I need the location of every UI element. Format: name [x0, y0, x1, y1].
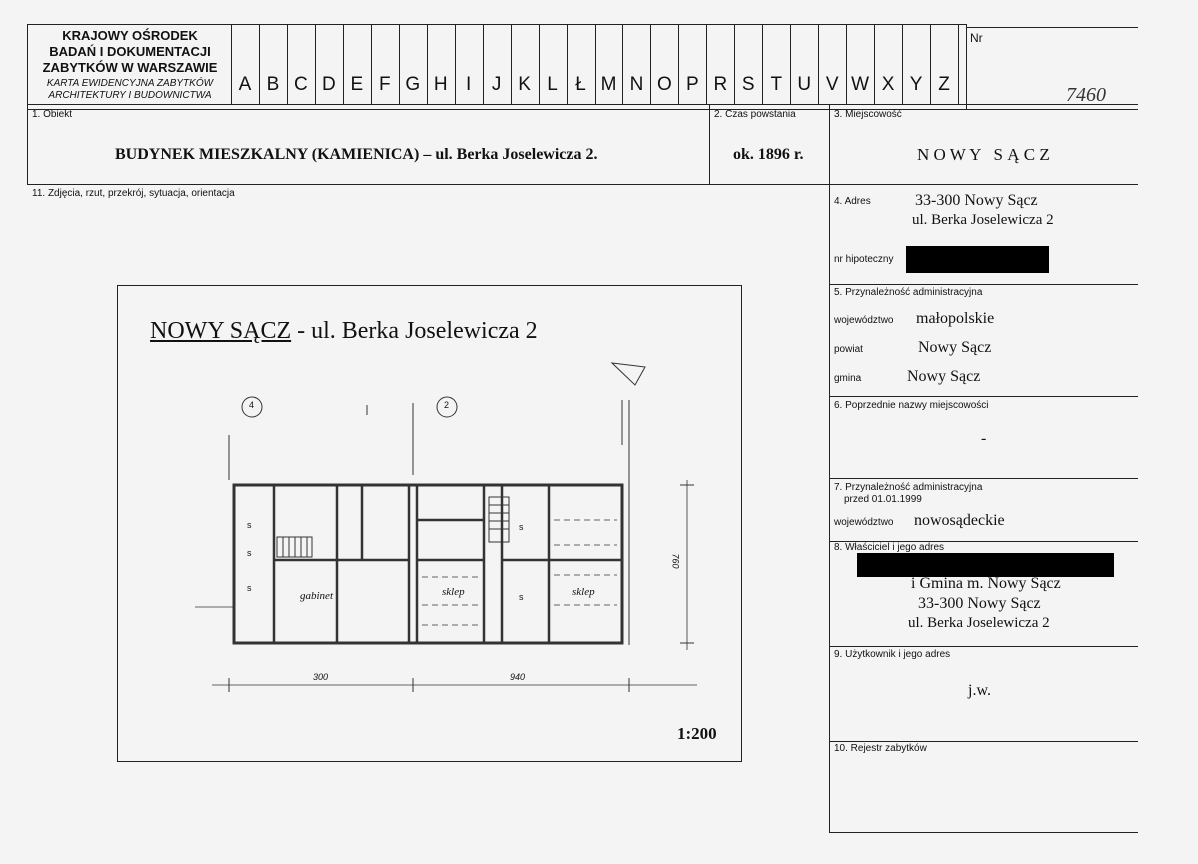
- date-value: ok. 1896 r.: [733, 146, 804, 163]
- letter-cell: L: [547, 74, 558, 95]
- admin-label: 5. Przynależność administracyjna: [834, 287, 983, 298]
- room-shop-2: sklep: [572, 586, 595, 598]
- letter-cell: I: [466, 74, 472, 95]
- letter-cell: W: [851, 74, 870, 95]
- place-value: N O W Y S Ą C Z: [917, 145, 1050, 164]
- voivodeship-old-label: województwo: [834, 517, 894, 528]
- object-value: BUDYNEK MIESZKALNY (KAMIENICA) – ul. Berka Joselewicza 2.: [115, 146, 598, 163]
- letter-cell: J: [491, 74, 502, 95]
- commune-label: gmina: [834, 373, 862, 384]
- photos-label: 11. Zdjęcia, rzut, przekrój, sytuacja, orientacja: [32, 188, 235, 199]
- owner-line-3: ul. Berka Joselewicza 2: [908, 615, 1050, 631]
- user-value: j.w.: [968, 682, 991, 699]
- letter-cell: O: [657, 74, 672, 95]
- former-names-value: -: [981, 430, 987, 447]
- date-label: 2. Czas powstania: [714, 109, 796, 120]
- letter-cell: Z: [938, 74, 950, 95]
- letter-cell: H: [433, 74, 448, 95]
- commune-value: Nowy Sącz: [907, 368, 981, 385]
- owner-line-2: 33-300 Nowy Sącz: [918, 595, 1041, 612]
- card-type-line-1: KARTA EWIDENCYJNA ZABYTKÓW: [46, 78, 214, 89]
- user-label: 9. Użytkownik i jego adres: [834, 649, 951, 660]
- letter-cell: S: [741, 74, 755, 95]
- card-type-line-2: ARCHITEKTURY I BUDOWNICTWA: [48, 90, 212, 101]
- stair-mark-4: s: [519, 522, 524, 532]
- stair-mark-5: s: [519, 592, 524, 602]
- letter-cell: X: [881, 74, 895, 95]
- stair-mark-1: s: [247, 520, 252, 530]
- letter-cell: C: [294, 74, 308, 95]
- dimension-width-2: 940: [510, 672, 526, 682]
- letter-cell: K: [518, 74, 531, 95]
- voivodeship-value: małopolskie: [916, 310, 995, 327]
- letter-cell: G: [405, 74, 421, 95]
- stair-mark-3: s: [247, 583, 252, 593]
- admin-old-label-1: 7. Przynależność administracyjna: [834, 482, 983, 493]
- letter-cell: A: [238, 74, 252, 95]
- letter-cell: V: [825, 74, 839, 95]
- institution-line-2: BADAŃ I DOKUMENTACJI: [49, 44, 211, 59]
- dimension-height: 760: [670, 553, 681, 569]
- letter-cell: N: [629, 74, 644, 95]
- redaction-mortgage: [906, 246, 1049, 273]
- place-label: 3. Miejscowość: [834, 109, 902, 120]
- letter-cell: D: [321, 74, 336, 95]
- nr-value: 7460: [1066, 84, 1106, 106]
- letter-cell: Ł: [575, 74, 586, 95]
- letter-cell: U: [797, 74, 812, 95]
- letter-cell: Y: [909, 74, 923, 95]
- county-value: Nowy Sącz: [918, 339, 992, 356]
- nr-label: Nr: [970, 31, 983, 45]
- admin-old-label-2: przed 01.01.1999: [844, 494, 922, 505]
- object-label: 1. Obiekt: [32, 109, 73, 120]
- county-label: powiat: [834, 344, 863, 355]
- plan-title-place: NOWY SĄCZ: [150, 318, 292, 344]
- institution-line-3: ZABYTKÓW W WARSZAWIE: [42, 60, 218, 75]
- stair-mark-2: s: [247, 548, 252, 558]
- letter-cell: F: [378, 74, 391, 95]
- address-line-2: ul. Berka Joselewicza 2: [912, 212, 1054, 228]
- plan-title-street: - ul. Berka Joselewicza 2: [291, 318, 538, 344]
- letter-cell: B: [266, 74, 280, 95]
- letter-cell: P: [686, 74, 699, 95]
- plan-scale: 1:200: [677, 724, 717, 743]
- letter-cell: T: [770, 74, 783, 95]
- letter-cell: E: [350, 74, 364, 95]
- room-shop-1: sklep: [442, 586, 465, 598]
- voivodeship-label: województwo: [834, 315, 894, 326]
- letter-cell: M: [600, 74, 617, 95]
- letter-cell: R: [713, 74, 728, 95]
- voivodeship-old-value: nowosądeckie: [914, 512, 1005, 529]
- former-names-label: 6. Poprzednie nazwy miejscowości: [834, 400, 989, 411]
- letter-divider: [958, 24, 959, 104]
- institution-line-1: KRAJOWY OŚRODEK: [62, 28, 198, 43]
- address-line-1: 33-300 Nowy Sącz: [915, 192, 1038, 209]
- floor-plan-drawing: [117, 285, 742, 762]
- room-cabinet: gabinet: [300, 590, 333, 602]
- marker-right-label: 2: [444, 400, 450, 410]
- dimension-width-1: 300: [313, 672, 329, 682]
- address-label: 4. Adres: [834, 196, 871, 207]
- redaction-owner: [857, 553, 1114, 577]
- register-label: 10. Rejestr zabytków: [834, 743, 927, 754]
- marker-left-label: 4: [249, 400, 255, 410]
- owner-line-1: i Gmina m. Nowy Sącz: [911, 575, 1061, 592]
- owner-label: 8. Właściciel i jego adres: [834, 542, 945, 553]
- north-arrow-icon: [612, 363, 645, 385]
- mortgage-label: nr hipoteczny: [834, 254, 894, 265]
